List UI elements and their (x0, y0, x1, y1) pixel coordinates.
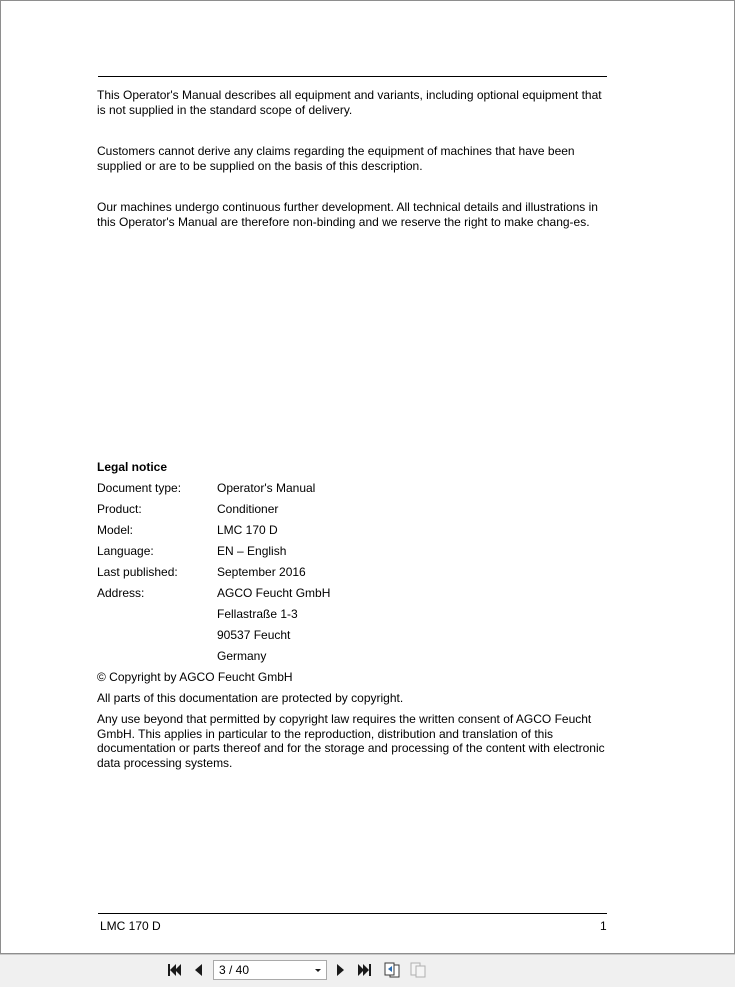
last-page-button[interactable] (356, 961, 374, 979)
previous-page-icon (189, 961, 207, 979)
legal-value: AGCO Feucht GmbH (217, 586, 331, 600)
legal-value: 90537 Feucht (217, 628, 291, 642)
chevron-down-icon (312, 962, 324, 978)
legal-value: Operator's Manual (217, 481, 316, 495)
copyright-usage: Any use beyond that permitted by copyright law requires the written consent of AGCO Feucht GmbH. This applies in particular to the reproduction, distribution and translation of this documentation or parts thereof and for the storage and processing of the content with electronic data processing systems. (97, 712, 605, 770)
legal-notice-heading: Legal notice (97, 460, 168, 474)
go-back-view-icon (383, 961, 401, 979)
legal-label: Product: (97, 502, 142, 516)
paragraph-development: Our machines undergo continuous further development. All technical details and illustrations in this Operator's Manual are therefore non-binding and we reserve the right to make chang-es. (97, 200, 598, 229)
legal-label: Model: (97, 523, 134, 537)
legal-value: EN – English (217, 544, 287, 558)
header-rule (98, 76, 607, 77)
footer-rule (98, 913, 607, 914)
copyright-protected: All parts of this documentation are protected by copyright. (97, 691, 404, 705)
go-back-view-button[interactable] (383, 961, 401, 979)
first-page-icon (165, 961, 183, 979)
legal-value: September 2016 (217, 565, 306, 579)
next-page-button[interactable] (332, 961, 350, 979)
legal-label: Address: (97, 586, 145, 600)
previous-page-button[interactable] (189, 961, 207, 979)
page-number-value: 3 / 40 (219, 963, 250, 977)
legal-label: Document type: (97, 481, 182, 495)
legal-label: Last published: (97, 565, 178, 579)
last-page-icon (356, 961, 374, 979)
footer-model: LMC 170 D (100, 919, 161, 933)
page-navigation-toolbar (0, 954, 735, 987)
copyright-line: © Copyright by AGCO Feucht GmbH (97, 670, 293, 684)
legal-value: Fellastraße 1-3 (217, 607, 298, 621)
legal-value: Germany (217, 649, 267, 663)
legal-label: Language: (97, 544, 154, 558)
paragraph-equipment: This Operator's Manual describes all equipment and variants, including optional equipment that is not supplied in the standard scope of delivery. (97, 88, 602, 117)
go-forward-view-icon (409, 961, 427, 979)
next-page-icon (332, 961, 350, 979)
legal-value: Conditioner (217, 502, 279, 516)
first-page-button[interactable] (165, 961, 183, 979)
paragraph-claims: Customers cannot derive any claims regarding the equipment of machines that have been supplied or are to be supplied on the basis of this description. (97, 144, 575, 173)
go-forward-view-button[interactable] (409, 961, 427, 979)
legal-value: LMC 170 D (217, 523, 278, 537)
page-number-select[interactable] (213, 960, 327, 980)
footer-page-number: 1 (600, 919, 607, 933)
